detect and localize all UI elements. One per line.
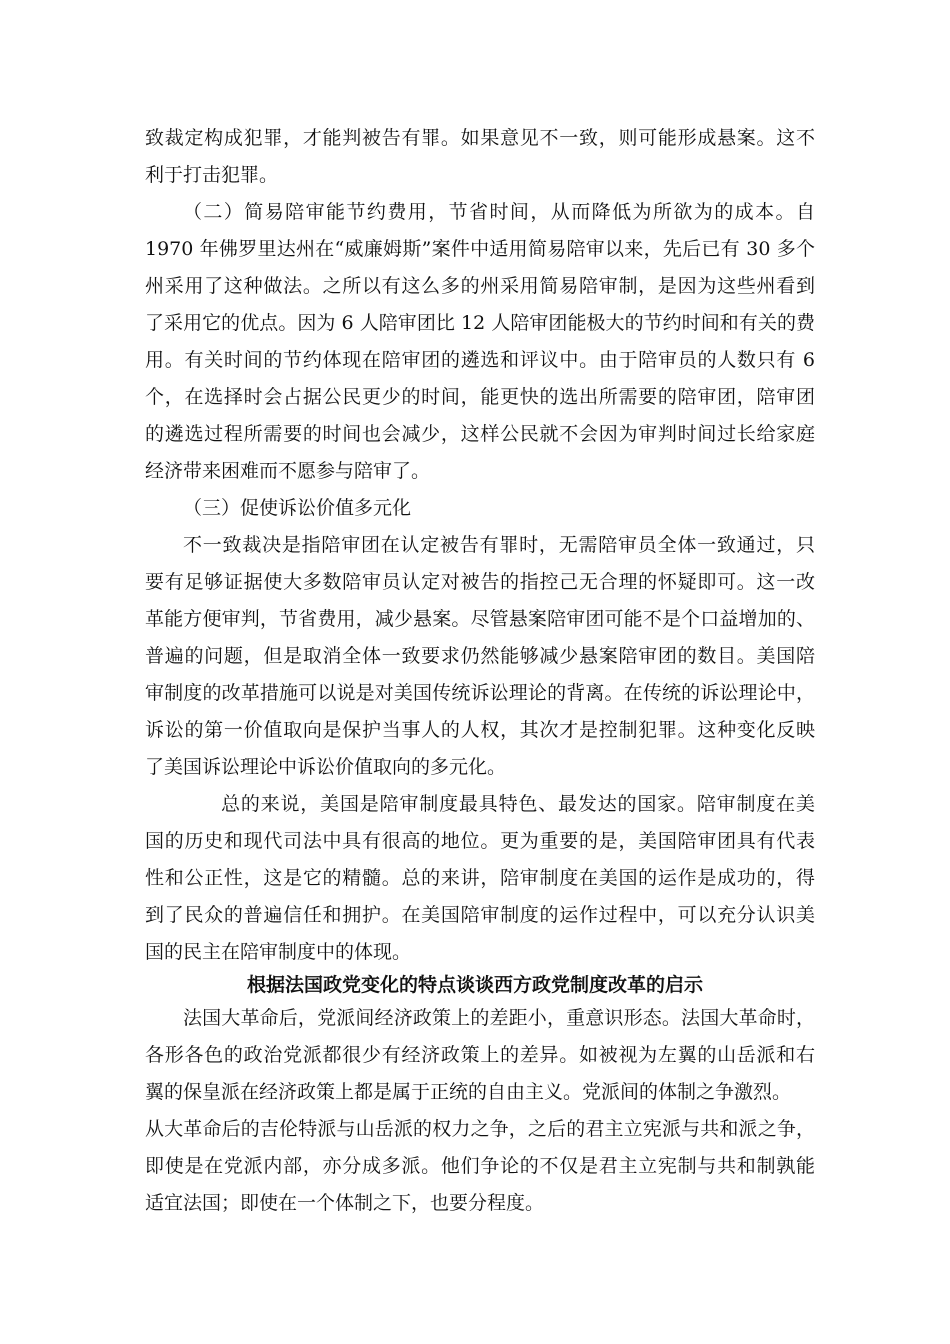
paragraph-line: 总的来说，美国是陪审制度最具特色、最发达的国家。陪审制度在美 (221, 793, 815, 815)
paragraph-line: 适宜法国；即使在一个体制之下，也要分程度。 (145, 1192, 545, 1214)
paragraph-line: 州采用了这种做法。之所以有这么多的州采用简易陪审制，是因为这些州看到 (145, 275, 815, 297)
paragraph-line: 普遍的问题，但是取消全体一致要求仍然能够减少悬案陪审团的数目。美国陪 (145, 645, 815, 667)
paragraph-line: 即使是在党派内部，亦分成多派。他们争论的不仅是君主立宪制与共和制孰能 (145, 1155, 815, 1177)
section-subheading: （三）促使诉讼价值多元化 (183, 497, 412, 519)
paragraph-line: 各形各色的政治党派都很少有经济政策上的差异。如被视为左翼的山岳派和右 (145, 1044, 815, 1066)
paragraph-line: 用。有关时间的节约体现在陪审团的遴选和评议中。由于陪审员的人数只有 6 (145, 349, 815, 371)
paragraph-line: 利于打击犯罪。 (145, 164, 279, 186)
paragraph-line: 要有足够证据使大多数陪审员认定对被告的指控己无合理的怀疑即可。这一改 (145, 571, 815, 593)
paragraph-line: 个，在选择时会占据公民更少的时间，能更快的选出所需要的陪审团，陪审团 (145, 386, 815, 408)
paragraph-line: 审制度的改革措施可以说是对美国传统诉讼理论的背离。在传统的诉讼理论中， (145, 682, 815, 704)
paragraph-line: 经济带来困难而不愿参与陪审了。 (145, 460, 431, 482)
paragraph-line: 到了民众的普遍信任和拥护。在美国陪审制度的运作过程中，可以充分认识美 (145, 904, 815, 926)
paragraph-line: 的遴选过程所需要的时间也会减少，这样公民就不会因为审判时间过长给家庭 (145, 423, 815, 445)
paragraph-line: 致裁定构成犯罪，才能判被告有罪。如果意见不一致，则可能形成悬案。这不 (145, 127, 815, 149)
paragraph-line: （二）简易陪审能节约费用，节省时间，从而降低为所欲为的成本。自 (183, 201, 815, 223)
paragraph-line: 了美国诉讼理论中诉讼价值取向的多元化。 (145, 756, 507, 778)
paragraph-line: 了采用它的优点。因为 6 人陪审团比 12 人陪审团能极大的节约时间和有关的费 (145, 312, 815, 334)
paragraph-line: 国的民主在陪审制度中的体现。 (145, 941, 412, 963)
paragraph-line: 法国大革命后，党派间经济政策上的差距小，重意识形态。法国大革命时， (183, 1007, 815, 1029)
paragraph-line: 翼的保皇派在经济政策上都是属于正统的自由主义。党派间的体制之争激烈。 (145, 1081, 792, 1103)
paragraph-line: 从大革命后的吉伦特派与山岳派的权力之争，之后的君主立宪派与共和派之争， (145, 1118, 815, 1140)
paragraph-line: 诉讼的第一价值取向是保护当事人的人权，其次才是控制犯罪。这种变化反映 (145, 719, 815, 741)
paragraph-line: 革能方便审判，节省费用，减少悬案。尽管悬案陪审团可能不是个口益增加的、 (145, 608, 815, 630)
paragraph-line: 性和公正性，这是它的精髓。总的来讲，陪审制度在美国的运作是成功的，得 (145, 867, 815, 889)
article-heading: 根据法国政党变化的特点谈谈西方政党制度改革的启示 (246, 974, 703, 996)
paragraph-line: 国的历史和现代司法中具有很高的地位。更为重要的是，美国陪审团具有代表 (145, 830, 815, 852)
paragraph-line: 1970 年佛罗里达州在“威廉姆斯”案件中适用简易陪审以来，先后已有 30 多个 (145, 238, 815, 260)
paragraph-line: 不一致裁决是指陪审团在认定被告有罪时，无需陪审员全体一致通过，只 (183, 534, 815, 556)
